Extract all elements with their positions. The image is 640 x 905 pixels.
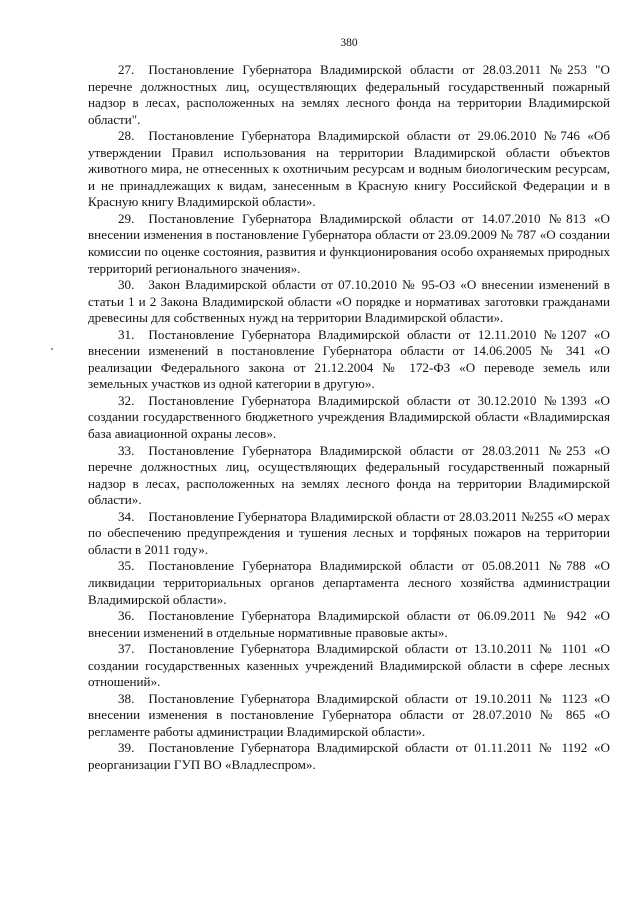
item-number: 36.	[118, 608, 135, 624]
item-number: 34.	[118, 508, 135, 524]
item-number: 35.	[118, 558, 135, 574]
list-item	[88, 509, 610, 559]
item-text: Постановление Губернатора Владимирской области от 13.10.2011 № 1101 «О создании государственных казенных учреждений Владимирской области в сфере лесных отношений».	[88, 641, 610, 690]
item-number: 28.	[118, 128, 135, 144]
list-item	[88, 62, 610, 128]
list-item	[88, 608, 610, 641]
margin-mark	[51, 348, 53, 350]
list-item	[88, 740, 610, 773]
list-item	[88, 128, 610, 211]
item-number: 39.	[118, 740, 135, 756]
list-item	[88, 641, 610, 691]
page-number: 380	[340, 37, 358, 49]
item-text: Постановление Губернатора Владимирской области от 28.03.2011 №253 "О перечне должностных лиц, осуществляющих федеральный государственный пожарный надзор в лесах, расположенных на землях лесного фонда на территории Владимирской области".	[88, 62, 610, 127]
item-number: 29.	[118, 210, 135, 226]
item-number: 37.	[118, 641, 135, 657]
item-text: Постановление Губернатора Владимирской области от 06.09.2011 № 942 «О внесении изменений в отдельные нормативные правовые акты».	[88, 608, 610, 640]
item-number: 27.	[118, 62, 135, 77]
item-text: Постановление Губернатора Владимирской области от 19.10.2011 № 1123 «О внесении изменения в постановление Губернатора области от 28.07.2010 № 865 «О регламенте работы администрации Владимирской области».	[88, 690, 610, 739]
item-text: Постановление Губернатора Владимирской области от 28.03.2011 №253 «О перечне должностных лиц, осуществляющих федеральный государственный пожарный надзор в лесах, расположенных на землях лесного фонда на территории Владимирской области».	[88, 442, 610, 508]
item-text: Постановление Губернатора Владимирской области от 14.07.2010 №813 «О внесении изменения в постановление Губернатора области от 23.09.2009 № 787 «О создании комиссии по оценке состояния, развития и функционирования особо охраняемых природных территорий регионального значения».	[88, 210, 610, 276]
item-text: Закон Владимирской области от 07.10.2010 № 95-ОЗ «О внесении изменений в статьи 1 и 2 Закона Владимирской области «О порядке и нормативах заготовки гражданами древесины для собственных нужд на территории Владимирской области».	[88, 277, 610, 326]
list-item	[88, 211, 610, 277]
item-number: 31.	[118, 326, 135, 342]
document-page	[88, 36, 610, 774]
list-item	[88, 327, 610, 393]
item-number: 38.	[118, 690, 135, 706]
item-text: Постановление Губернатора Владимирской области от 28.03.2011 №255 «О мерах по обеспечению предупреждения и тушения лесных и торфяных пожаров на территории области в 2011 году».	[88, 508, 610, 557]
item-number: 33.	[118, 442, 135, 458]
list-item	[88, 691, 610, 741]
regulation-list	[88, 62, 610, 774]
list-item	[88, 393, 610, 443]
item-text: Постановление Губернатора Владимирской области от 05.08.2011 №788 «О ликвидации территориальных органов департамента лесного хозяйства администрации Владимирской области».	[88, 558, 610, 607]
list-item	[88, 277, 610, 327]
item-text: Постановление Губернатора Владимирской области от 01.11.2011 № 1192 «О реорганизации ГУП ВО «Владлеспром».	[88, 740, 610, 772]
item-text: Постановление Губернатора Владимирской области от 12.11.2010 №1207 «О внесении изменений в постановление Губернатора области от 14.06.2005 № 341 «О реализации Федерального закона от 21.12.2004 № 172-ФЗ «О переводе земель или земельных участков из одной категории в другую».	[88, 326, 610, 392]
item-number: 32.	[118, 392, 135, 408]
list-item	[88, 443, 610, 509]
list-item	[88, 558, 610, 608]
item-text: Постановление Губернатора Владимирской области от 29.06.2010 №746 «Об утверждении Правил использования на территории Владимирской области объектов животного мира, не отнесенных к охотничьим ресурсам и водным биологическим ресурсам, и не принадлежащих к видам, занесенным в Красную книгу Российской Федерации и в Красную книгу Владимирской области».	[88, 128, 610, 210]
item-text: Постановление Губернатора Владимирской области от 30.12.2010 №1393 «О создании государственного бюджетного учреждения Владимирской области «Владимирская база авиационной охраны лесов».	[88, 392, 610, 442]
item-number: 30.	[118, 277, 135, 293]
